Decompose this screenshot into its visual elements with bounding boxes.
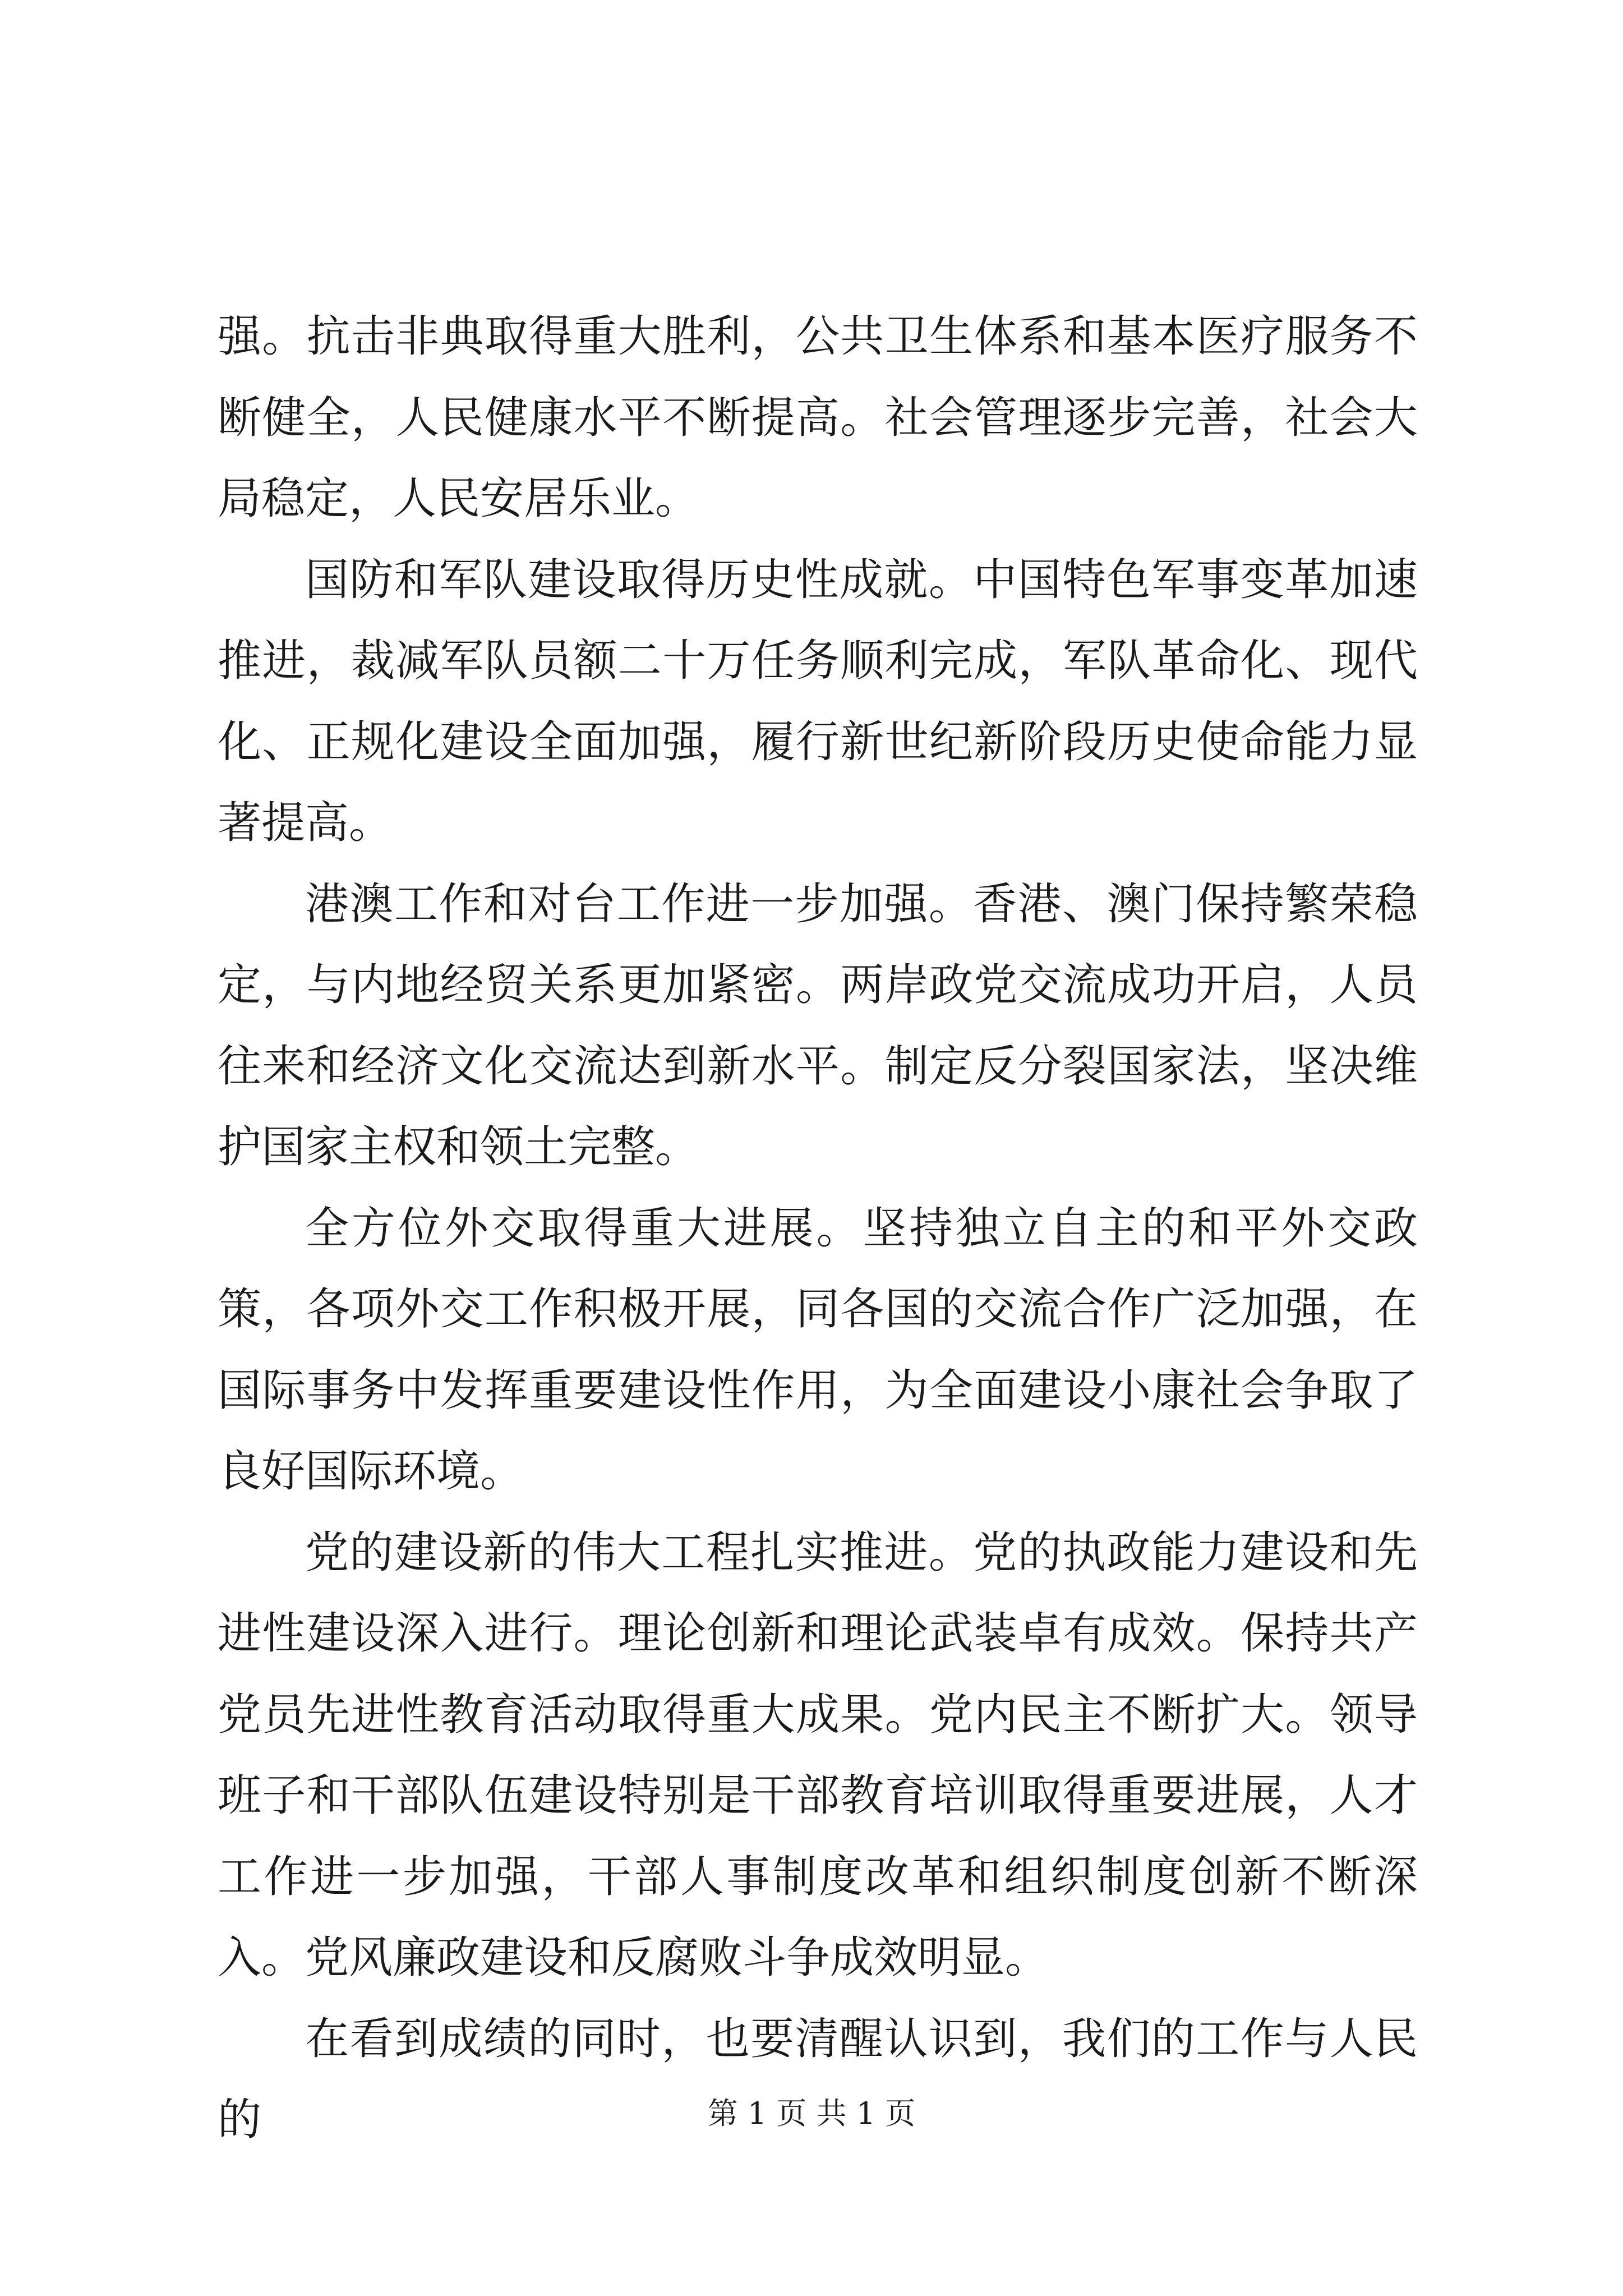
paragraph-continuation: 强。抗击非典取得重大胜利，公共卫生体系和基本医疗服务不断健全，人民健康水平不断提高。社会管理逐步完善，社会大局稳定，人民安居乐业。 (218, 311, 1418, 524)
paragraph-party-building: 党的建设新的伟大工程扎实推进。党的执政能力建设和先进性建设深入进行。理论创新和理论武装卓有成效。保持共产党员先进性教育活动取得重大成果。党内民主不断扩大。领导班子和干部队伍建设特别是干部教育培训取得重要进展，人才工作进一步加强，干部人事制度改革和组织制度创新不断深入。党风廉政建设和反腐败斗争成效明显。 (218, 1527, 1418, 1983)
page-number-footer: 第 1 页 共 1 页 (707, 2096, 916, 2131)
paragraph-national-defense: 国防和军队建设取得历史性成就。中国特色军事变革加速推进，裁减军队员额二十万任务顺利完成，军队革命化、现代化、正规化建设全面加强，履行新世纪新阶段历史使命能力显著提高。 (218, 554, 1418, 848)
paragraph-shortcomings: 在看到成绩的同时，也要清醒认识到，我们的工作与人民的 (218, 2013, 1418, 2145)
document-body (218, 296, 1418, 2161)
paragraph-hk-macao-taiwan: 港澳工作和对台工作进一步加强。香港、澳门保持繁荣稳定，与内地经贸关系更加紧密。两岸政党交流成功开启，人员往来和经济文化交流达到新水平。制定反分裂国家法，坚决维护国家主权和领土完整。 (218, 878, 1418, 1172)
paragraph-diplomacy: 全方位外交取得重大进展。坚持独立自主的和平外交政策，各项外交工作积极开展，同各国的交流合作广泛加强，在国际事务中发挥重要建设性作用，为全面建设小康社会争取了良好国际环境。 (218, 1203, 1418, 1497)
